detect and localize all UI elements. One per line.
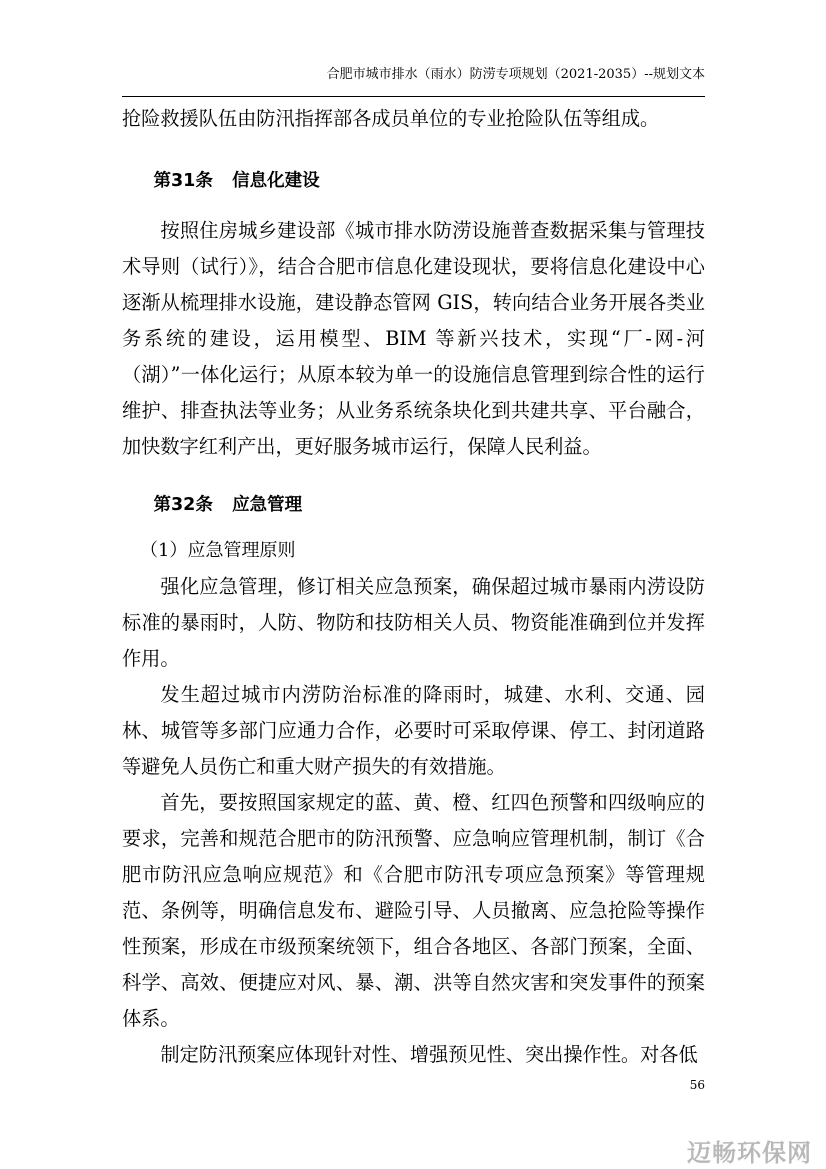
- section-32-number: 第32条: [153, 495, 213, 515]
- paragraph: 发生超过城市内涝防治标准的降雨时，城建、水利、交通、园林、城管等多部门应通力合作，必要时可采取停课、停工、封闭道路等避免人员伤亡和重大财产损失的有效措施。: [122, 683, 705, 778]
- section-32-title: 应急管理: [232, 495, 303, 515]
- section-31-number: 第31条: [153, 171, 213, 191]
- header-rule: [122, 96, 705, 97]
- section-31-paragraph: 按照住房城乡建设部《城市排水防涝设施普查数据采集与管理技术导则（试行）》，结合合肥市信息化建设现状，要将信息化建设中心逐渐从梳理排水设施，建设静态管网 GIS，转向结合业务开展各类业务系统的建设，运用模型、BIM 等新兴技术，实现“厂-网-河（湖）”一体化运行；从原本较为单一的设施信息管理到综合性的运行维护、排查执法等业务；从业务系统条块化到共建共享、平台融合，加快数字红利产出，更好服务城市运行，保障人民利益。: [122, 219, 705, 458]
- document-body: [122, 101, 705, 1073]
- intro-line: 抢险救援队伍由防汛指挥部各成员单位的专业抢险队伍等组成。: [122, 107, 660, 130]
- subheading-emergency-principles: （1）应急管理原则: [140, 540, 296, 561]
- section-32-heading: [122, 487, 705, 523]
- paragraph: 制定防汛预案应体现针对性、增强预见性、突出操作性。对各低: [160, 1043, 698, 1066]
- page-number: 56: [689, 1078, 705, 1092]
- running-header: 合肥市城市排水（雨水）防涝专项规划（2021-2035）--规划文本: [326, 67, 705, 82]
- paragraph: 强化应急管理，修订相关应急预案，确保超过城市暴雨内涝设防标准的暴雨时，人防、物防和技防相关人员、物资能准确到位并发挥作用。: [122, 575, 705, 670]
- watermark-logo: 迈畅环保网: [687, 1139, 812, 1167]
- section-31-heading: [122, 163, 705, 199]
- section-31-title: 信息化建设: [232, 171, 320, 191]
- paragraph: 首先，要按照国家规定的蓝、黄、橙、红四色预警和四级响应的要求，完善和规范合肥市的防汛预警、应急响应管理机制，制订《合肥市防汛应急响应规范》和《合肥市防汛专项应急预案》等管理规范、条例等，明确信息发布、避险引导、人员撤离、应急抢险等操作性预案，形成在市级预案统领下，组合各地区、各部门预案，全面、科学、高效、便捷应对风、暴、潮、洪等自然灾害和突发事件的预案体系。: [122, 791, 705, 1030]
